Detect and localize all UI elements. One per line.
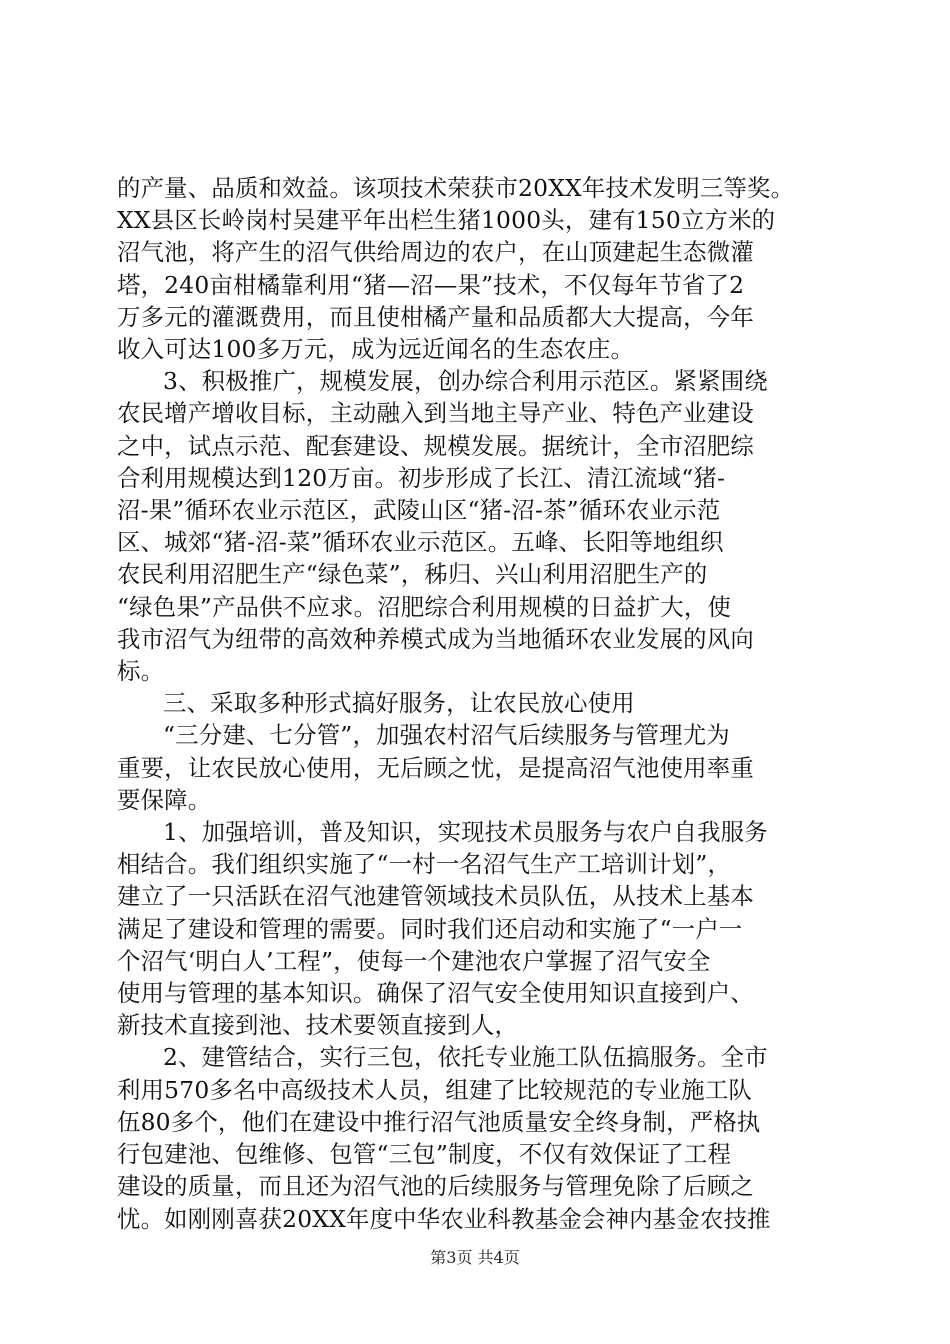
- text-line: 合利用规模达到120万亩。初步形成了长江、清江流域“猪-: [117, 463, 726, 492]
- text-line: 新技术直接到池、技术要领直接到人，: [117, 1011, 519, 1040]
- text-line: 我市沼气为纽带的高效种养模式成为当地循环农业发展的风向: [117, 624, 754, 653]
- text-line: 标。: [117, 657, 165, 686]
- text-line: 万多元的灌溉费用，而且使柑橘产量和品质都大大提高，今年: [117, 302, 754, 331]
- page-number-label: 第3页 共4页: [430, 1248, 520, 1267]
- text-line: 农民利用沼肥生产“绿色菜”，秭归、兴山利用沼肥生产的: [117, 560, 708, 589]
- text-line: 三、采取多种形式搞好服务，让农民放心使用: [163, 689, 635, 718]
- text-line: 3、积极推广，规模发展，创办综合利用示范区。紧紧围绕: [163, 367, 768, 396]
- text-line: 区、城郊“猪-沼-菜”循环农业示范区。五峰、长阳等地组织: [117, 528, 724, 557]
- text-line: 建立了一只活跃在沼气池建管领域技术员队伍，从技术上基本: [117, 882, 754, 911]
- text-line: 的产量、品质和效益。该项技术荣获市20XX年技术发明三等奖。: [117, 174, 795, 202]
- text-line: 1、加强培训，普及知识，实现技术员服务与农户自我服务: [163, 818, 768, 847]
- text-line: 建设的质量，而且还为沼气池的后续服务与管理免除了后顾之: [117, 1172, 754, 1201]
- text-line: 收入可达100多万元，成为远近闻名的生态农庄。: [117, 335, 635, 364]
- text-line: 行包建池、包维修、包管“三包”制度，不仅有效保证了工程: [117, 1140, 732, 1169]
- text-line: “三分建、七分管”，加强农村沼气后续服务与管理尤为: [163, 721, 730, 750]
- text-line: 沼气池，将产生的沼气供给周边的农户，在山顶建起生态微灌: [117, 238, 754, 267]
- text-line: 重要，让农民放心使用，无后顾之忧，是提高沼气池使用率重: [117, 753, 754, 782]
- text-line: 要保障。: [117, 785, 212, 814]
- text-line: 农民增产增收目标，主动融入到当地主导产业、特色产业建设: [117, 399, 754, 428]
- page-footer: [0, 1245, 950, 1268]
- text-line: 塔，240亩柑橘靠利用“猪—沼—果”技术，不仅每年节省了2: [117, 270, 745, 299]
- text-line: 沼-果”循环农业示范区，武陵山区“猪-沼-茶”循环农业示范: [117, 496, 721, 525]
- text-line: 相结合。我们组织实施了“一村一名沼气生产工培训计划”，: [117, 850, 732, 879]
- text-line: 2、建管结合，实行三包，依托专业施工队伍搞服务。全市: [163, 1043, 768, 1072]
- text-line: 使用与管理的基本知识。确保了沼气安全使用知识直接到户、: [117, 979, 754, 1008]
- text-line: 个沼气‘明白人’工程”，使每一个建池农户掌握了沼气安全: [117, 946, 711, 975]
- text-line: 满足了建设和管理的需要。同时我们还启动和实施了“一户一: [117, 914, 743, 943]
- text-line: 利用570多名中高级技术人员，组建了比较规范的专业施工队: [117, 1075, 753, 1104]
- text-line: 伍80多个，他们在建设中推行沼气池质量安全终身制，严格执: [117, 1107, 761, 1136]
- text-line: XX县区长岭岗村吴建平年出栏生猪1000头，建有150立方米的: [117, 206, 776, 235]
- text-line: 忧。如刚刚喜获20XX年度中华农业科教基金会神内基金农技推: [117, 1204, 771, 1233]
- text-line: “绿色果”产品供不应求。沼肥综合利用规模的日益扩大，使: [117, 592, 732, 621]
- text-line: 之中，试点示范、配套建设、规模发展。据统计，全市沼肥综: [117, 431, 754, 460]
- body-text: [117, 172, 837, 1235]
